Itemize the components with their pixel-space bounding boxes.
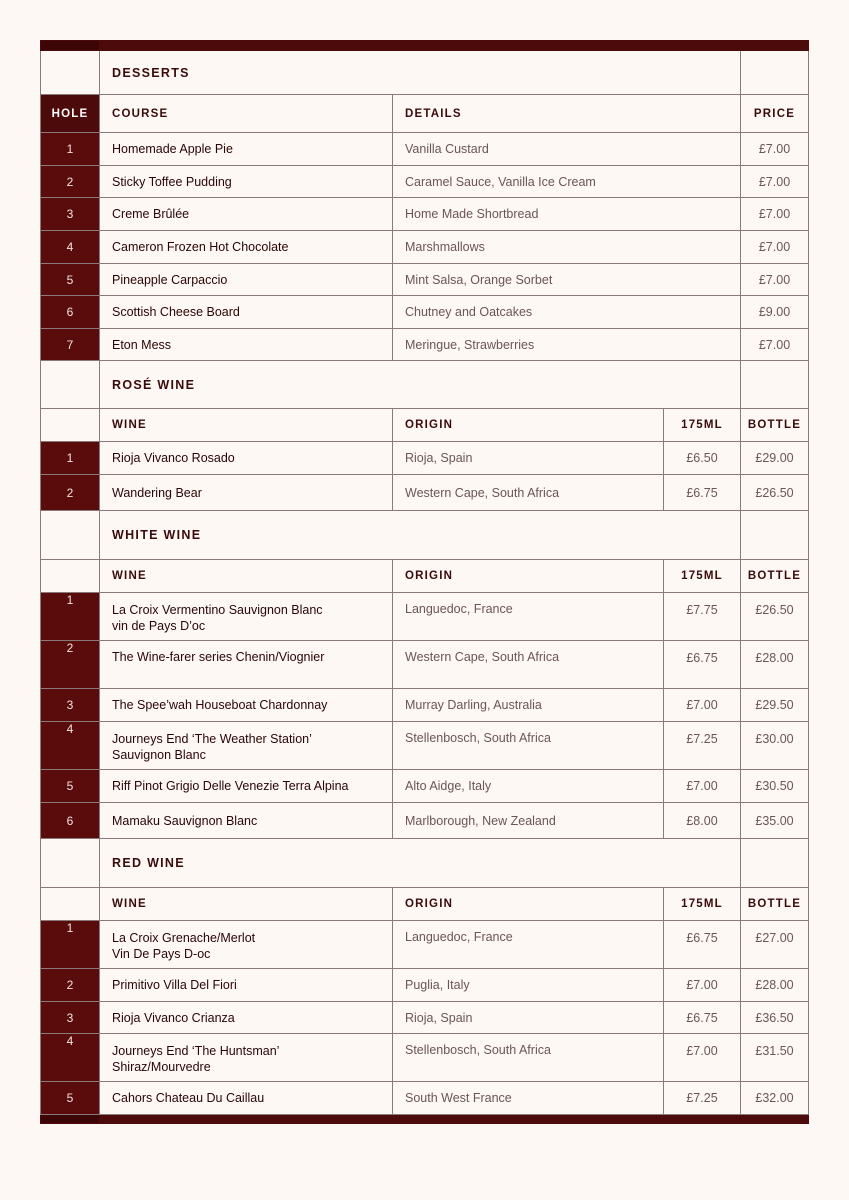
- price-bottle: £29.50: [741, 689, 809, 722]
- wine-name: [100, 921, 393, 969]
- header-bottle: BOTTLE: [741, 560, 809, 593]
- price-bottle: £29.00: [741, 442, 809, 475]
- wine-origin: Murray Darling, Australia: [393, 689, 664, 722]
- dessert-price: £9.00: [741, 296, 809, 329]
- header-wine: WINE: [100, 560, 393, 593]
- wine-origin: Western Cape, South Africa: [393, 641, 664, 689]
- section-row-desserts: [41, 51, 809, 95]
- header-origin: ORIGIN: [393, 409, 664, 442]
- price-175ml: £7.00: [664, 770, 741, 803]
- header-row-white: [41, 560, 809, 593]
- wine-name: Rioja Vivanco Crianza: [100, 1002, 393, 1034]
- wine-name: Cahors Chateau Du Caillau: [100, 1082, 393, 1115]
- wine-name: The Wine-farer series Chenin/Viognier: [100, 641, 393, 689]
- dessert-row: [41, 264, 809, 296]
- dessert-price: £7.00: [741, 166, 809, 198]
- dessert-name: Homemade Apple Pie: [100, 133, 393, 166]
- dessert-row: [41, 166, 809, 198]
- dessert-price: £7.00: [741, 329, 809, 361]
- price-bottle: £28.00: [741, 641, 809, 689]
- item-number: 4: [41, 231, 100, 264]
- dessert-name: Sticky Toffee Pudding: [100, 166, 393, 198]
- wine-row: [41, 1034, 809, 1082]
- dessert-details: Mint Salsa, Orange Sorbet: [393, 264, 741, 296]
- price-bottle: £26.50: [741, 593, 809, 641]
- section-title-rose: ROSÉ WINE: [100, 361, 741, 409]
- price-175ml: £7.00: [664, 689, 741, 722]
- wine-name: [100, 722, 393, 770]
- price-bottle: £35.00: [741, 803, 809, 839]
- item-number: 5: [41, 770, 100, 803]
- bottom-bar: [41, 1115, 809, 1124]
- header-wine: WINE: [100, 409, 393, 442]
- item-number: 6: [41, 803, 100, 839]
- dessert-price: £7.00: [741, 133, 809, 166]
- header-row-red: [41, 888, 809, 921]
- price-175ml: £6.75: [664, 475, 741, 511]
- header-row-desserts: [41, 95, 809, 133]
- wine-origin: Languedoc, France: [393, 921, 664, 969]
- dessert-details: Meringue, Strawberries: [393, 329, 741, 361]
- price-175ml: £8.00: [664, 803, 741, 839]
- header-price: PRICE: [741, 95, 809, 133]
- price-bottle: £27.00: [741, 921, 809, 969]
- wine-origin: Marlborough, New Zealand: [393, 803, 664, 839]
- header-hole: HOLE: [41, 95, 100, 133]
- wine-row: [41, 770, 809, 803]
- dessert-name: Cameron Frozen Hot Chocolate: [100, 231, 393, 264]
- menu-table: [40, 40, 809, 1124]
- item-number: 7: [41, 329, 100, 361]
- wine-name-line-1: Journeys End ‘The Huntsman’: [112, 1044, 280, 1058]
- header-origin: ORIGIN: [393, 888, 664, 921]
- item-number: 6: [41, 296, 100, 329]
- header-origin: ORIGIN: [393, 560, 664, 593]
- dessert-name: Pineapple Carpaccio: [100, 264, 393, 296]
- dessert-name: Eton Mess: [100, 329, 393, 361]
- wine-row: [41, 921, 809, 969]
- dessert-details: Marshmallows: [393, 231, 741, 264]
- price-175ml: £7.00: [664, 1034, 741, 1082]
- item-number: 4: [41, 1034, 100, 1082]
- item-number: 3: [41, 198, 100, 231]
- section-title-white: WHITE WINE: [100, 511, 741, 560]
- item-number: 1: [41, 921, 100, 969]
- price-bottle: £28.00: [741, 969, 809, 1002]
- header-175ml: 175ML: [664, 409, 741, 442]
- item-number: 2: [41, 475, 100, 511]
- price-175ml: £6.50: [664, 442, 741, 475]
- price-175ml: £7.25: [664, 722, 741, 770]
- wine-origin: Rioja, Spain: [393, 1002, 664, 1034]
- wine-origin: Western Cape, South Africa: [393, 475, 664, 511]
- top-bar: [41, 41, 809, 51]
- wine-name-line-2: Vin De Pays D-oc: [112, 947, 211, 961]
- price-175ml: £6.75: [664, 641, 741, 689]
- price-bottle: £30.50: [741, 770, 809, 803]
- item-number: 5: [41, 1082, 100, 1115]
- section-title-desserts: DESSERTS: [100, 51, 741, 95]
- wine-origin: Languedoc, France: [393, 593, 664, 641]
- dessert-row: [41, 329, 809, 361]
- header-course: COURSE: [100, 95, 393, 133]
- price-175ml: £6.75: [664, 921, 741, 969]
- wine-origin: South West France: [393, 1082, 664, 1115]
- header-175ml: 175ML: [664, 888, 741, 921]
- item-number: 1: [41, 133, 100, 166]
- dessert-details: Chutney and Oatcakes: [393, 296, 741, 329]
- header-row-rose: [41, 409, 809, 442]
- item-number: 5: [41, 264, 100, 296]
- wine-row: [41, 1002, 809, 1034]
- dessert-row: [41, 231, 809, 264]
- price-175ml: £7.25: [664, 1082, 741, 1115]
- wine-name: Rioja Vivanco Rosado: [100, 442, 393, 475]
- price-175ml: £7.00: [664, 969, 741, 1002]
- item-number: 3: [41, 689, 100, 722]
- item-number: 2: [41, 969, 100, 1002]
- wine-name-line-1: La Croix Grenache/Merlot: [112, 931, 256, 945]
- item-number: 1: [41, 593, 100, 641]
- dessert-details: Vanilla Custard: [393, 133, 741, 166]
- wine-name: Mamaku Sauvignon Blanc: [100, 803, 393, 839]
- wine-row: [41, 803, 809, 839]
- wine-origin: Puglia, Italy: [393, 969, 664, 1002]
- header-bottle: BOTTLE: [741, 409, 809, 442]
- wine-name-line-2: Shiraz/Mourvedre: [112, 1060, 211, 1074]
- wine-name-line-1: Journeys End ‘The Weather Station’: [112, 732, 312, 746]
- price-bottle: £36.50: [741, 1002, 809, 1034]
- section-row-red: [41, 839, 809, 888]
- item-number: 1: [41, 442, 100, 475]
- dessert-price: £7.00: [741, 198, 809, 231]
- dessert-details: Caramel Sauce, Vanilla Ice Cream: [393, 166, 741, 198]
- price-bottle: £31.50: [741, 1034, 809, 1082]
- item-number: 2: [41, 166, 100, 198]
- wine-origin: Stellenbosch, South Africa: [393, 1034, 664, 1082]
- wine-name: The Spee’wah Houseboat Chardonnay: [100, 689, 393, 722]
- wine-row: [41, 722, 809, 770]
- wine-name: Wandering Bear: [100, 475, 393, 511]
- wine-row: [41, 969, 809, 1002]
- dessert-name: Scottish Cheese Board: [100, 296, 393, 329]
- item-number: 3: [41, 1002, 100, 1034]
- section-row-white: [41, 511, 809, 560]
- header-bottle: BOTTLE: [741, 888, 809, 921]
- wine-name-line-2: vin de Pays D’oc: [112, 619, 206, 633]
- price-bottle: £30.00: [741, 722, 809, 770]
- wine-name: [100, 1034, 393, 1082]
- wine-origin: Stellenbosch, South Africa: [393, 722, 664, 770]
- dessert-details: Home Made Shortbread: [393, 198, 741, 231]
- price-175ml: £6.75: [664, 1002, 741, 1034]
- wine-origin: Rioja, Spain: [393, 442, 664, 475]
- wine-row: [41, 593, 809, 641]
- item-number: 4: [41, 722, 100, 770]
- wine-row: [41, 641, 809, 689]
- wine-name: Primitivo Villa Del Fiori: [100, 969, 393, 1002]
- section-title-red: RED WINE: [100, 839, 741, 888]
- dessert-price: £7.00: [741, 264, 809, 296]
- wine-origin: Alto Aidge, Italy: [393, 770, 664, 803]
- price-bottle: £32.00: [741, 1082, 809, 1115]
- dessert-row: [41, 133, 809, 166]
- header-wine: WINE: [100, 888, 393, 921]
- item-number: 2: [41, 641, 100, 689]
- dessert-name: Creme Brûlée: [100, 198, 393, 231]
- wine-row: [41, 475, 809, 511]
- dessert-row: [41, 296, 809, 329]
- section-row-rose: [41, 361, 809, 409]
- wine-row: [41, 689, 809, 722]
- wine-name-line-1: La Croix Vermentino Sauvignon Blanc: [112, 603, 323, 617]
- dessert-price: £7.00: [741, 231, 809, 264]
- wine-name: [100, 593, 393, 641]
- header-175ml: 175ML: [664, 560, 741, 593]
- wine-name: Riff Pinot Grigio Delle Venezie Terra Alpina: [100, 770, 393, 803]
- price-175ml: £7.75: [664, 593, 741, 641]
- wine-row: [41, 1082, 809, 1115]
- price-bottle: £26.50: [741, 475, 809, 511]
- dessert-row: [41, 198, 809, 231]
- wine-row: [41, 442, 809, 475]
- header-details: DETAILS: [393, 95, 741, 133]
- wine-name-line-2: Sauvignon Blanc: [112, 748, 206, 762]
